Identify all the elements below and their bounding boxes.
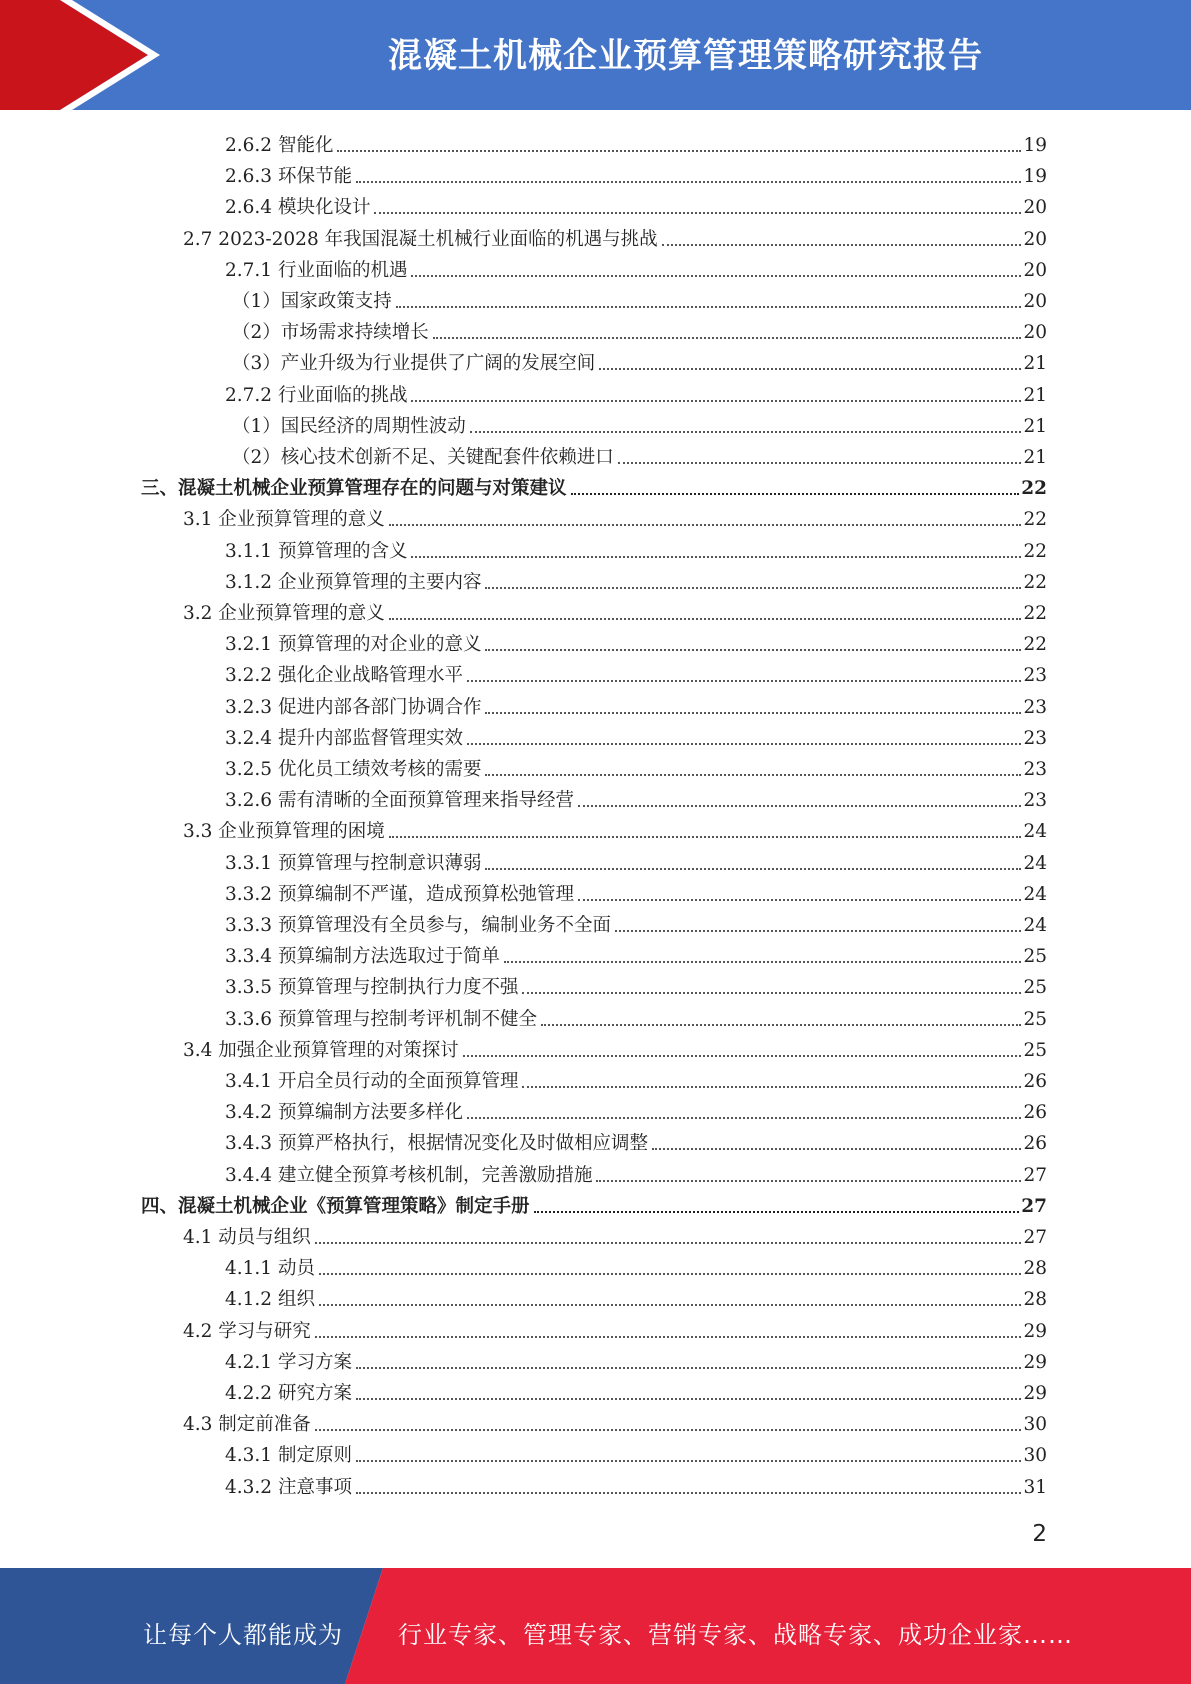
toc-entry[interactable]	[225, 782, 1047, 813]
toc-dot-leader	[319, 1304, 1022, 1306]
toc-entry-label: （1）国家政策支持	[232, 291, 392, 312]
toc-entry-page: 28	[1023, 1258, 1047, 1280]
toc-entry[interactable]	[183, 1406, 1047, 1437]
toc-entry-page: 20	[1023, 322, 1047, 344]
toc-entry-label: 3.4.1 开启全员行动的全面预算管理	[225, 1071, 519, 1092]
toc-entry[interactable]	[183, 1032, 1047, 1063]
toc-entry[interactable]	[225, 158, 1047, 189]
toc-dot-leader	[599, 368, 1021, 370]
toc-entry-label: 3.2 企业预算管理的意义	[183, 603, 385, 624]
toc-entry[interactable]	[225, 907, 1047, 938]
toc-dot-leader	[467, 743, 1021, 745]
toc-entry-label: 3.1 企业预算管理的意义	[183, 509, 385, 531]
toc-dot-leader	[504, 961, 1021, 963]
toc-entry[interactable]	[225, 751, 1047, 782]
toc-entry[interactable]	[225, 1063, 1047, 1094]
toc-entry-label: 3.2.5 优化员工绩效考核的需要	[225, 759, 482, 780]
toc-entry[interactable]	[225, 1250, 1047, 1281]
toc-entry[interactable]	[225, 1281, 1047, 1312]
toc-entry-label: 3.3.4 预算编制方法选取过于简单	[225, 946, 500, 968]
toc-entry[interactable]	[183, 1219, 1047, 1250]
toc-entry-label: 2.7 2023-2028 年我国混凝土机械行业面临的机遇与挑战	[183, 228, 658, 250]
toc-entry-page: 22	[1023, 509, 1047, 531]
toc-entry-page: 24	[1023, 852, 1047, 874]
toc-entry-page: 29	[1023, 1383, 1047, 1404]
toc-entry-label: 3.3.5 预算管理与控制执行力度不强	[225, 977, 519, 999]
toc-entry-page: 30	[1023, 1414, 1047, 1436]
toc-dot-leader	[652, 1148, 1021, 1150]
toc-entry[interactable]	[225, 1469, 1047, 1500]
toc-entry-label: 3.3.1 预算管理与控制意识薄弱	[225, 852, 482, 874]
toc-dot-leader	[467, 1117, 1021, 1119]
toc-entry-page: 21	[1023, 353, 1047, 375]
toc-entry-page: 26	[1023, 1102, 1047, 1124]
toc-dot-leader	[433, 337, 1022, 339]
toc-dot-leader	[596, 1180, 1021, 1182]
toc-entry-page: 23	[1023, 759, 1047, 780]
toc-entry-page: 25	[1023, 1039, 1047, 1061]
toc-entry-label: 4.3.2 注意事项	[225, 1476, 352, 1498]
toc-entry[interactable]	[232, 314, 1047, 345]
toc-entry-page: 25	[1023, 1008, 1047, 1030]
toc-entry-page: 19	[1023, 166, 1047, 188]
toc-entry-page: 28	[1023, 1289, 1047, 1311]
toc-dot-leader	[315, 1242, 1022, 1244]
toc-entry-page: 26	[1023, 1133, 1047, 1155]
toc-entry-page: 22	[1021, 478, 1047, 500]
footer-slogan-left: 让每个人都能成为	[143, 1621, 343, 1649]
toc-entry-page: 27	[1021, 1195, 1047, 1217]
toc-entry-label: 3.1.1 预算管理的含义	[225, 540, 408, 562]
toc-entry-page: 20	[1023, 228, 1047, 250]
toc-dot-leader	[485, 774, 1021, 776]
toc-dot-leader	[396, 306, 1022, 308]
toc-entry-label: 2.6.2 智能化	[225, 135, 334, 156]
toc-dot-leader	[411, 556, 1021, 558]
toc-entry[interactable]	[225, 626, 1047, 657]
toc-entry-label: 3.2.4 提升内部监督管理实效	[225, 727, 463, 749]
toc-entry-page: 27	[1023, 1227, 1047, 1248]
footer-slogan-right: 行业专家、管理专家、营销专家、战略专家、成功企业家……	[398, 1621, 1073, 1649]
toc-dot-leader	[485, 649, 1021, 651]
toc-entry[interactable]	[225, 252, 1047, 283]
toc-entry[interactable]	[232, 345, 1047, 376]
footer-banner	[0, 1568, 1191, 1684]
toc-entry-page: 29	[1023, 1320, 1047, 1342]
toc-entry-page: 22	[1023, 634, 1047, 656]
toc-dot-leader	[319, 1273, 1022, 1275]
toc-entry-label: 3.4 加强企业预算管理的对策探讨	[183, 1039, 459, 1061]
toc-dot-leader	[356, 1492, 1022, 1494]
toc-entry-page: 24	[1023, 821, 1047, 843]
toc-entry-page: 27	[1023, 1164, 1047, 1186]
toc-entry-page: 20	[1023, 291, 1047, 312]
toc-entry[interactable]	[225, 564, 1047, 595]
toc-entry[interactable]	[225, 377, 1047, 408]
toc-entry[interactable]	[225, 938, 1047, 969]
toc-entry[interactable]	[225, 1001, 1047, 1032]
toc-dot-leader	[615, 930, 1021, 932]
toc-entry-page: 26	[1023, 1071, 1047, 1092]
toc-entry-label: 3.4.3 预算严格执行，根据情况变化及时做相应调整	[225, 1133, 648, 1155]
toc-entry-label: 4.1.2 组织	[225, 1289, 315, 1311]
toc-dot-leader	[356, 1460, 1022, 1462]
toc-entry-label: 4.1 动员与组织	[183, 1227, 311, 1248]
toc-entry-page: 30	[1023, 1445, 1047, 1467]
toc-entry[interactable]	[232, 408, 1047, 439]
toc-entry-page: 23	[1023, 665, 1047, 687]
header-banner	[0, 0, 1191, 110]
toc-entry-page: 22	[1023, 540, 1047, 562]
toc-dot-leader	[578, 805, 1021, 807]
toc-entry[interactable]	[225, 1157, 1047, 1188]
toc-dot-leader	[356, 1367, 1022, 1369]
toc-entry-label: 3.2.1 预算管理的对企业的意义	[225, 634, 482, 656]
toc-entry-label: 3.3 企业预算管理的困境	[183, 821, 385, 843]
toc-entry-label: 3.2.3 促进内部各部门协调合作	[225, 696, 482, 718]
toc-dot-leader	[485, 587, 1021, 589]
toc-entry-page: 29	[1023, 1351, 1047, 1373]
toc-entry[interactable]	[183, 813, 1047, 844]
toc-entry[interactable]	[225, 689, 1047, 720]
toc-entry-page: 21	[1023, 384, 1047, 406]
toc-dot-leader	[411, 275, 1021, 277]
toc-entry-label: （2）市场需求持续增长	[232, 322, 429, 344]
toc-dot-leader	[315, 1429, 1022, 1431]
toc-entry-label: 4.2.1 学习方案	[225, 1351, 352, 1373]
toc-entry-page: 24	[1023, 883, 1047, 905]
toc-dot-leader	[662, 244, 1022, 246]
toc-entry-page: 21	[1023, 415, 1047, 437]
toc-entry-label: （1）国民经济的周期性波动	[232, 415, 466, 437]
toc-entry-page: 22	[1023, 571, 1047, 593]
toc-entry-label: 3.3.3 预算管理没有全员参与，编制业务不全面	[225, 915, 611, 936]
toc-entry[interactable]	[141, 1188, 1047, 1219]
toc-dot-leader	[578, 899, 1021, 901]
toc-entry-label: 3.4.2 预算编制方法要多样化	[225, 1102, 463, 1124]
toc-dot-leader	[534, 1211, 1020, 1213]
toc-entry-label: 4.3 制定前准备	[183, 1414, 311, 1436]
document-title: 混凝土机械企业预算管理策略研究报告	[388, 36, 983, 76]
toc-dot-leader	[337, 150, 1021, 152]
toc-entry[interactable]	[225, 1125, 1047, 1156]
toc-dot-leader	[389, 524, 1022, 526]
toc-dot-leader	[411, 400, 1021, 402]
toc-entry[interactable]	[225, 189, 1047, 220]
toc-entry-page: 25	[1023, 946, 1047, 968]
toc-entry-page: 23	[1023, 790, 1047, 812]
toc-entry-page: 20	[1023, 259, 1047, 281]
toc-entry-label: （2）核心技术创新不足、关键配套件依赖进口	[232, 447, 614, 468]
toc-entry-page: 25	[1023, 977, 1047, 999]
toc-entry-label: 3.1.2 企业预算管理的主要内容	[225, 571, 482, 593]
toc-entry-page: 22	[1023, 603, 1047, 624]
toc-entry-label: 四、混凝土机械企业《预算管理策略》制定手册	[141, 1195, 530, 1217]
toc-entry-page: 31	[1023, 1476, 1047, 1498]
toc-entry[interactable]	[183, 501, 1047, 532]
toc-dot-leader	[374, 212, 1021, 214]
toc-entry-label: 2.7.1 行业面临的机遇	[225, 259, 408, 281]
toc-entry[interactable]	[225, 127, 1047, 158]
toc-entry-label: 4.2 学习与研究	[183, 1320, 311, 1342]
toc-entry-label: 3.4.4 建立健全预算考核机制，完善激励措施	[225, 1164, 593, 1186]
toc-entry[interactable]	[183, 595, 1047, 626]
toc-entry[interactable]	[225, 1344, 1047, 1375]
toc-dot-leader	[467, 680, 1021, 682]
page-number: 2	[1032, 1521, 1047, 1547]
toc-entry-label: 3.2.2 强化企业战略管理水平	[225, 665, 463, 687]
toc-entry[interactable]	[183, 1313, 1047, 1344]
toc-dot-leader	[485, 868, 1021, 870]
toc-dot-leader	[356, 181, 1022, 183]
toc-entry-label: 2.6.3 环保节能	[225, 166, 352, 188]
toc-entry[interactable]	[225, 876, 1047, 907]
toc-entry-page: 19	[1023, 135, 1047, 156]
toc-entry-page: 23	[1023, 727, 1047, 749]
header-arrow-decoration	[0, 0, 160, 110]
toc-entry-page: 21	[1023, 447, 1047, 468]
toc-dot-leader	[618, 462, 1022, 464]
toc-dot-leader	[389, 836, 1022, 838]
toc-entry[interactable]	[183, 221, 1047, 252]
toc-entry-label: （3）产业升级为行业提供了广阔的发展空间	[232, 353, 596, 375]
toc-entry[interactable]	[225, 533, 1047, 564]
toc-dot-leader	[522, 1086, 1021, 1088]
toc-dot-leader	[356, 1398, 1022, 1400]
toc-entry-label: 4.3.1 制定原则	[225, 1445, 352, 1467]
toc-entry-label: 4.2.2 研究方案	[225, 1383, 352, 1404]
toc-entry[interactable]	[232, 283, 1047, 314]
toc-dot-leader	[463, 1055, 1022, 1057]
toc-dot-leader	[485, 712, 1021, 714]
toc-entry[interactable]	[225, 845, 1047, 876]
toc-entry-page: 23	[1023, 696, 1047, 718]
toc-entry[interactable]	[141, 470, 1047, 501]
toc-entry[interactable]	[225, 1375, 1047, 1406]
toc-entry-page: 24	[1023, 915, 1047, 936]
toc-entry[interactable]	[225, 720, 1047, 751]
toc-entry-page: 20	[1023, 197, 1047, 219]
toc-entry-label: 2.6.4 模块化设计	[225, 197, 371, 219]
toc-entry-label: 4.1.1 动员	[225, 1258, 315, 1280]
toc-entry-label: 3.2.6 需有清晰的全面预算管理来指导经营	[225, 790, 574, 812]
toc-entry-label: 三、混凝土机械企业预算管理存在的问题与对策建议	[141, 478, 567, 500]
toc-dot-leader	[522, 992, 1021, 994]
toc-dot-leader	[571, 493, 1020, 495]
toc-dot-leader	[541, 1024, 1021, 1026]
toc-entry[interactable]	[232, 439, 1047, 470]
toc-entry[interactable]	[225, 969, 1047, 1000]
toc-dot-leader	[470, 431, 1022, 433]
toc-entry-label: 3.3.2 预算编制不严谨，造成预算松弛管理	[225, 883, 574, 905]
toc-entry[interactable]	[225, 1437, 1047, 1468]
toc-entry-label: 3.3.6 预算管理与控制考评机制不健全	[225, 1008, 537, 1030]
toc-dot-leader	[389, 618, 1022, 620]
toc-entry[interactable]	[225, 1094, 1047, 1125]
toc-entry[interactable]	[225, 657, 1047, 688]
toc-dot-leader	[315, 1336, 1022, 1338]
toc-entry-label: 2.7.2 行业面临的挑战	[225, 384, 408, 406]
